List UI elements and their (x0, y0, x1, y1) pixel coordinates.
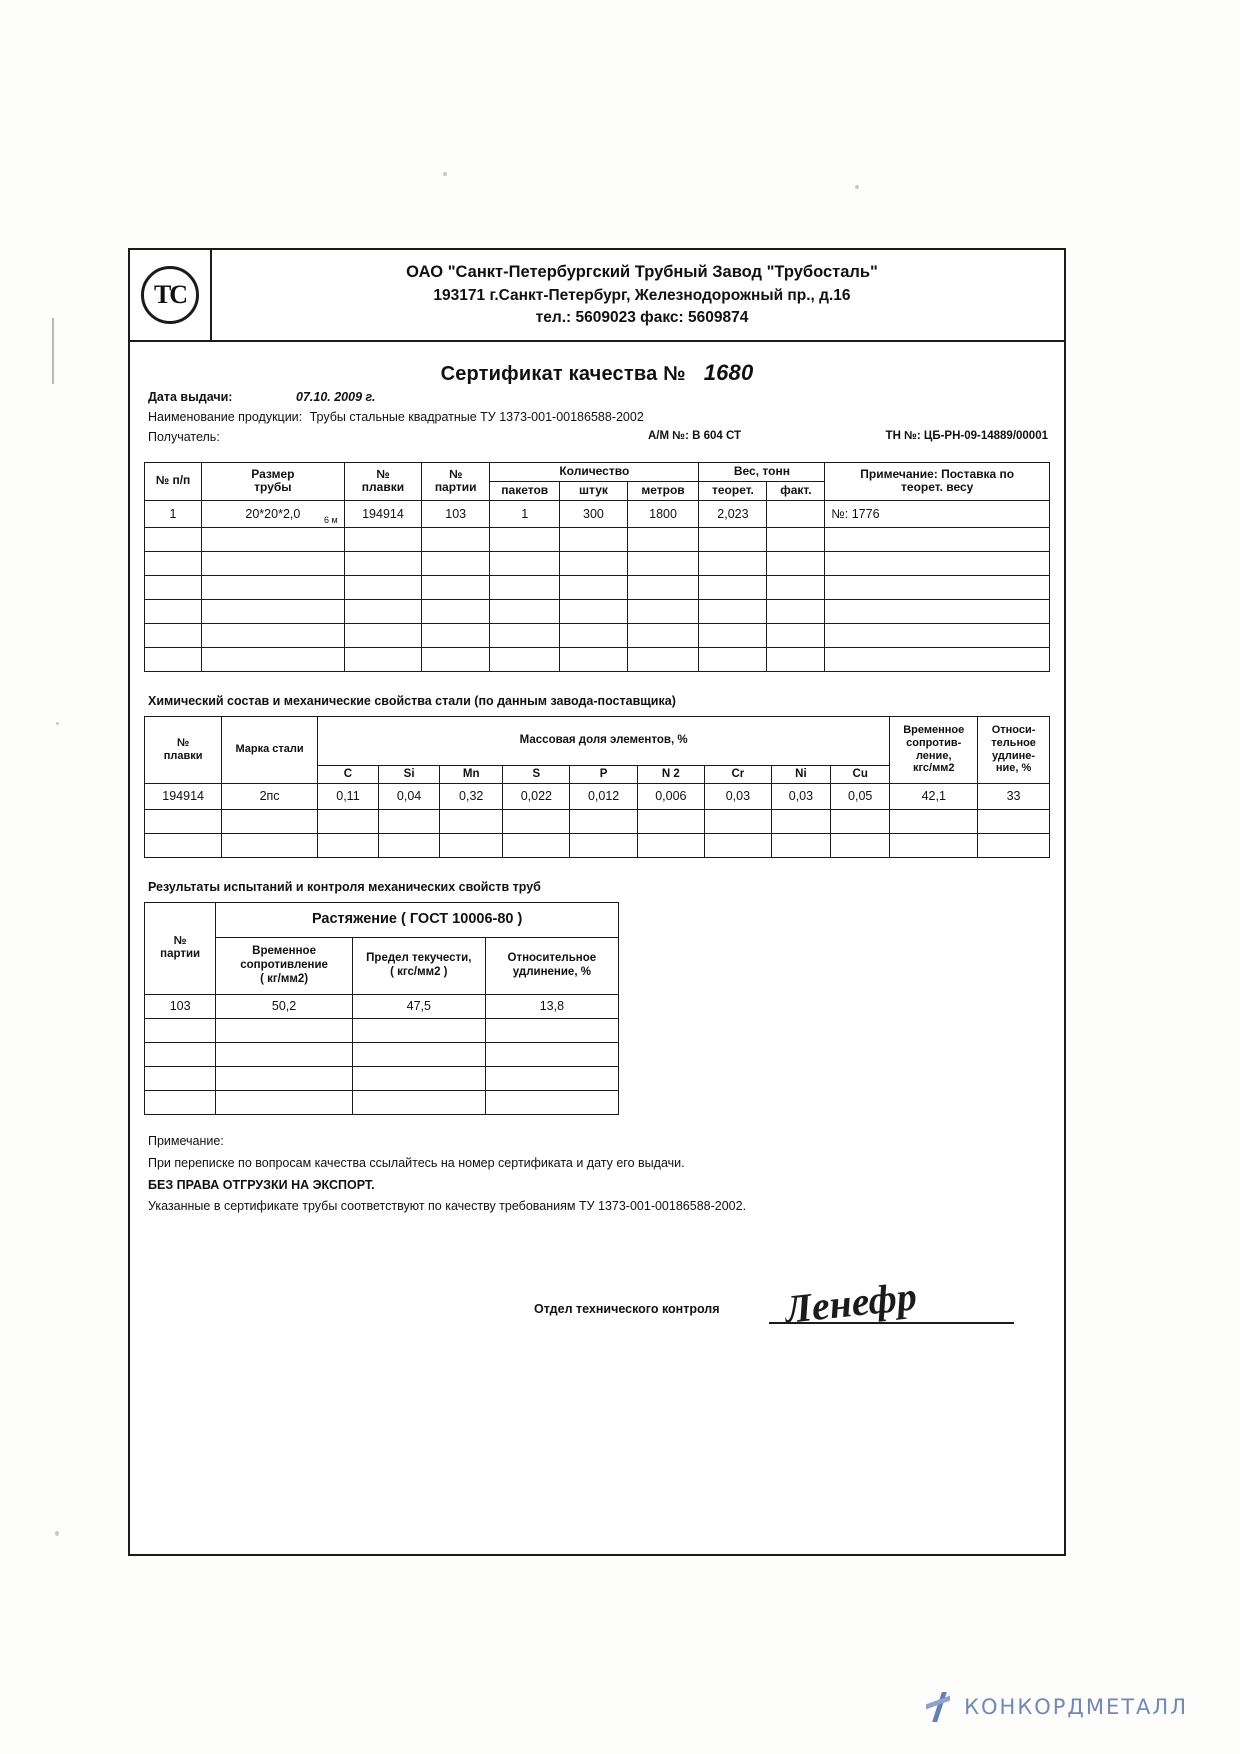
watermark (924, 1692, 1188, 1722)
cell-empty (317, 833, 378, 857)
product-value: Трубы стальные квадратные ТУ 1373-001-00186588-2002 (309, 410, 644, 424)
cell-empty (570, 809, 637, 833)
cell-packs: 1 (490, 500, 560, 527)
cell-empty (503, 809, 570, 833)
table-row-empty (145, 551, 1050, 575)
cell-grade: 2пс (222, 783, 318, 809)
cell-empty (202, 527, 345, 551)
cell-fact (767, 500, 825, 527)
cell-empty (560, 527, 627, 551)
th-weight-fact: факт. (767, 481, 825, 500)
th-heat: № плавки (344, 463, 421, 501)
cell-empty (767, 599, 825, 623)
th-pieces: штук (560, 481, 627, 500)
handwritten-signature: Ленефр (782, 1273, 919, 1333)
cell-element-cr: 0,03 (704, 783, 771, 809)
cell-empty (440, 833, 503, 857)
table-header-row (145, 463, 1050, 482)
cell-empty (704, 833, 771, 857)
cell-empty (699, 551, 767, 575)
cell-empty (485, 1042, 618, 1066)
mechanical-tests-table (144, 902, 619, 1115)
cell-empty (560, 575, 627, 599)
cell-element-ni: 0,03 (771, 783, 830, 809)
company-logo (130, 250, 212, 340)
cell-empty (216, 1090, 353, 1114)
th-elongation: Относи- тельное удлине- ние, % (978, 716, 1050, 783)
cell-size (202, 500, 345, 527)
table-subheader-row (145, 937, 619, 994)
cell-empty (145, 809, 222, 833)
cell-empty (202, 599, 345, 623)
th-lot: № партии (145, 902, 216, 994)
cell-empty (352, 1090, 485, 1114)
table-row (145, 500, 1050, 527)
table-row-empty (145, 1066, 619, 1090)
signature-label: Отдел технического контроля (534, 1302, 720, 1317)
cell-empty (422, 551, 490, 575)
cell-empty (145, 833, 222, 857)
cell-empty (352, 1066, 485, 1090)
th-element-cu: Cu (831, 765, 890, 783)
cell-empty (216, 1066, 353, 1090)
watermark-text: КОНКОРДМЕТАЛЛ (964, 1695, 1188, 1719)
cell-empty (379, 809, 440, 833)
table-row-empty (145, 599, 1050, 623)
cell-empty (767, 623, 825, 647)
table-header-row (145, 902, 619, 937)
company-name: ОАО "Санкт-Петербургский Трубный Завод "Трубосталь" (406, 263, 878, 281)
th-elements-group: Массовая доля элементов, % (317, 716, 889, 765)
cell-empty (560, 551, 627, 575)
cell-empty (767, 575, 825, 599)
vehicle-number: А/М №: В 604 СТ (648, 430, 742, 442)
cell-heat: 194914 (344, 500, 421, 527)
cell-empty (145, 575, 202, 599)
scan-speck (855, 185, 859, 189)
th-quantity-group: Количество (490, 463, 699, 482)
waybill-number: ТН №: ЦБ-РН-09-14889/00001 (885, 430, 1048, 442)
cell-empty (145, 1090, 216, 1114)
cell-lot: 103 (145, 994, 216, 1018)
receiver-label: Получатель: (148, 430, 220, 444)
cell-empty (490, 527, 560, 551)
cell-empty (825, 623, 1050, 647)
cell-yield-strength: 47,5 (352, 994, 485, 1018)
cell-empty (485, 1090, 618, 1114)
cell-note: №: 1776 (825, 500, 1050, 527)
th-tension-group: Растяжение ( ГОСТ 10006-80 ) (216, 902, 619, 937)
th-element-ni: Ni (771, 765, 830, 783)
cell-empty (145, 623, 202, 647)
cell-empty (490, 647, 560, 671)
cell-empty (145, 1018, 216, 1042)
cell-empty (825, 599, 1050, 623)
notes-block (144, 1131, 1050, 1219)
cell-empty (485, 1018, 618, 1042)
cell-empty (145, 599, 202, 623)
table-row-empty (145, 623, 1050, 647)
cell-empty (771, 809, 830, 833)
issue-date-value: 07.10. 2009 г. (296, 390, 376, 404)
cell-empty (344, 623, 421, 647)
th-grade: Марка стали (222, 716, 318, 783)
certificate-number: 1680 (703, 360, 754, 385)
cell-empty (637, 809, 704, 833)
chemical-composition-table (144, 716, 1050, 858)
receiver-row (148, 430, 1050, 450)
th-weight-theor: теорет. (699, 481, 767, 500)
cell-empty (379, 833, 440, 857)
cell-empty (145, 1066, 216, 1090)
cell-empty (202, 623, 345, 647)
cell-empty (978, 833, 1050, 857)
cell-empty (422, 599, 490, 623)
cell-empty (831, 833, 890, 857)
cell-empty (560, 623, 627, 647)
cell-element-p: 0,012 (570, 783, 637, 809)
company-details (220, 250, 1064, 330)
cell-empty (627, 527, 699, 551)
cell-empty (222, 833, 318, 857)
cell-empty (422, 575, 490, 599)
th-yield-strength: Предел текучести, ( кгс/мм2 ) (352, 937, 485, 994)
th-element-p: P (570, 765, 637, 783)
cell-empty (627, 575, 699, 599)
cell-empty (440, 809, 503, 833)
cell-empty (560, 599, 627, 623)
th-element-s: S (503, 765, 570, 783)
cell-empty (344, 527, 421, 551)
cell-elongation: 33 (978, 783, 1050, 809)
cell-empty (825, 575, 1050, 599)
cell-empty (216, 1018, 353, 1042)
cell-empty (145, 1042, 216, 1066)
cell-empty (627, 647, 699, 671)
scan-edge-artifact (52, 318, 54, 384)
cell-tensile-strength: 50,2 (216, 994, 353, 1018)
cell-element-cu: 0,05 (831, 783, 890, 809)
cell-empty (202, 575, 345, 599)
cell-empty (485, 1066, 618, 1090)
notes-line-2: БЕЗ ПРАВА ОТГРУЗКИ НА ЭКСПОРТ. (148, 1177, 375, 1192)
cell-empty (699, 647, 767, 671)
table-row-empty (145, 833, 1050, 857)
cell-element-n2: 0,006 (637, 783, 704, 809)
cell-empty (825, 551, 1050, 575)
cell-empty (490, 551, 560, 575)
cell-empty (344, 599, 421, 623)
th-element-si: Si (379, 765, 440, 783)
cell-empty (317, 809, 378, 833)
company-phone: тел.: 5609023 факс: 5609874 (535, 309, 749, 327)
document-header (130, 250, 1064, 342)
cell-empty (771, 833, 830, 857)
th-heat: № плавки (145, 716, 222, 783)
cell-empty (699, 527, 767, 551)
product-label: Наименование продукции: (148, 410, 303, 424)
cell-empty (699, 599, 767, 623)
page-title-text: Сертификат качества № (440, 363, 686, 385)
cell-empty (145, 551, 202, 575)
cell-empty (422, 647, 490, 671)
cell-empty (825, 527, 1050, 551)
signature-block (144, 1273, 1050, 1336)
th-note: Примечание: Поставка по теорет. весу (825, 463, 1050, 501)
scan-speck (55, 1531, 59, 1536)
notes-line-1: При переписке по вопросам качества ссылайтесь на номер сертификата и дату его выдачи. (148, 1155, 685, 1170)
cell-empty (637, 833, 704, 857)
cell-empty (490, 599, 560, 623)
cell-empty (627, 599, 699, 623)
cell-element-si: 0,04 (379, 783, 440, 809)
cell-meters: 1800 (627, 500, 699, 527)
table-row-empty (145, 809, 1050, 833)
th-element-n2: N 2 (637, 765, 704, 783)
cell-empty (202, 551, 345, 575)
cell-size-length: 6 м (324, 514, 338, 525)
cell-empty (767, 527, 825, 551)
table-row-empty (145, 575, 1050, 599)
table-row (145, 783, 1050, 809)
th-size: Размер трубы (202, 463, 345, 501)
table-row-empty (145, 1042, 619, 1066)
cell-empty (202, 647, 345, 671)
scan-speck (56, 722, 59, 725)
th-meters: метров (627, 481, 699, 500)
cell-theor: 2,023 (699, 500, 767, 527)
watermark-logo-icon (924, 1692, 954, 1722)
th-tensile-strength: Временное сопротивление ( кг/мм2) (216, 937, 353, 994)
cell-element-mn: 0,32 (440, 783, 503, 809)
th-lot: № партии (422, 463, 490, 501)
cell-lot: 103 (422, 500, 490, 527)
table-row-empty (145, 647, 1050, 671)
logo-monogram-icon: ТС (141, 266, 199, 324)
cell-heat: 194914 (145, 783, 222, 809)
cell-empty (627, 551, 699, 575)
cell-empty (344, 551, 421, 575)
table-header-row (145, 716, 1050, 765)
issue-date-label: Дата выдачи: (148, 390, 233, 404)
issue-date-row (148, 390, 1050, 407)
product-row (148, 410, 1050, 427)
company-address: 193171 г.Санкт-Петербург, Железнодорожный пр., д.16 (433, 286, 851, 304)
cell-empty (699, 623, 767, 647)
cell-empty (145, 647, 202, 671)
cell-element-s: 0,022 (503, 783, 570, 809)
cell-empty (422, 623, 490, 647)
cell-empty (503, 833, 570, 857)
th-element-mn: Mn (440, 765, 503, 783)
cell-empty (699, 575, 767, 599)
page-title (144, 360, 1050, 386)
th-strength: Временное сопротив- ление, кгс/мм2 (890, 716, 978, 783)
cell-empty (352, 1042, 485, 1066)
mechanical-section-label: Результаты испытаний и контроля механических свойств труб (148, 879, 541, 894)
certificate-document (128, 248, 1066, 1556)
table-row-empty (145, 1090, 619, 1114)
notes-heading: Примечание: (148, 1133, 224, 1148)
th-packs: пакетов (490, 481, 560, 500)
cell-empty (560, 647, 627, 671)
cell-empty (145, 527, 202, 551)
cell-elongation: 13,8 (485, 994, 618, 1018)
cell-empty (570, 833, 637, 857)
chemistry-section-label: Химический состав и механические свойства стали (по данным завода-поставщика) (148, 693, 676, 708)
cell-empty (490, 623, 560, 647)
cell-empty (422, 527, 490, 551)
cell-empty (352, 1018, 485, 1042)
cell-empty (344, 647, 421, 671)
cell-element-c: 0,11 (317, 783, 378, 809)
table-row-empty (145, 527, 1050, 551)
th-weight-group: Вес, тонн (699, 463, 825, 482)
cell-empty (825, 647, 1050, 671)
cell-empty (767, 551, 825, 575)
cell-empty (216, 1042, 353, 1066)
cell-empty (978, 809, 1050, 833)
cell-size-value: 20*20*2,0 (245, 506, 301, 521)
th-element-c: C (317, 765, 378, 783)
cell-empty (831, 809, 890, 833)
cell-empty (222, 809, 318, 833)
document-body (130, 360, 1064, 1336)
scan-speck (443, 172, 447, 176)
th-elongation: Относительное удлинение, % (485, 937, 618, 994)
cell-empty (767, 647, 825, 671)
delivery-table (144, 462, 1050, 672)
cell-empty (344, 575, 421, 599)
cell-empty (627, 623, 699, 647)
cell-empty (890, 809, 978, 833)
cell-pieces: 300 (560, 500, 627, 527)
table-row (145, 994, 619, 1018)
th-np: № п/п (145, 463, 202, 501)
cell-empty (704, 809, 771, 833)
cell-empty (490, 575, 560, 599)
th-element-cr: Cr (704, 765, 771, 783)
notes-line-3: Указанные в сертификате трубы соответствуют по качеству требованиям ТУ 1373-001-00186588-2002. (148, 1199, 747, 1214)
cell-strength: 42,1 (890, 783, 978, 809)
cell-np: 1 (145, 500, 202, 527)
cell-empty (890, 833, 978, 857)
table-row-empty (145, 1018, 619, 1042)
